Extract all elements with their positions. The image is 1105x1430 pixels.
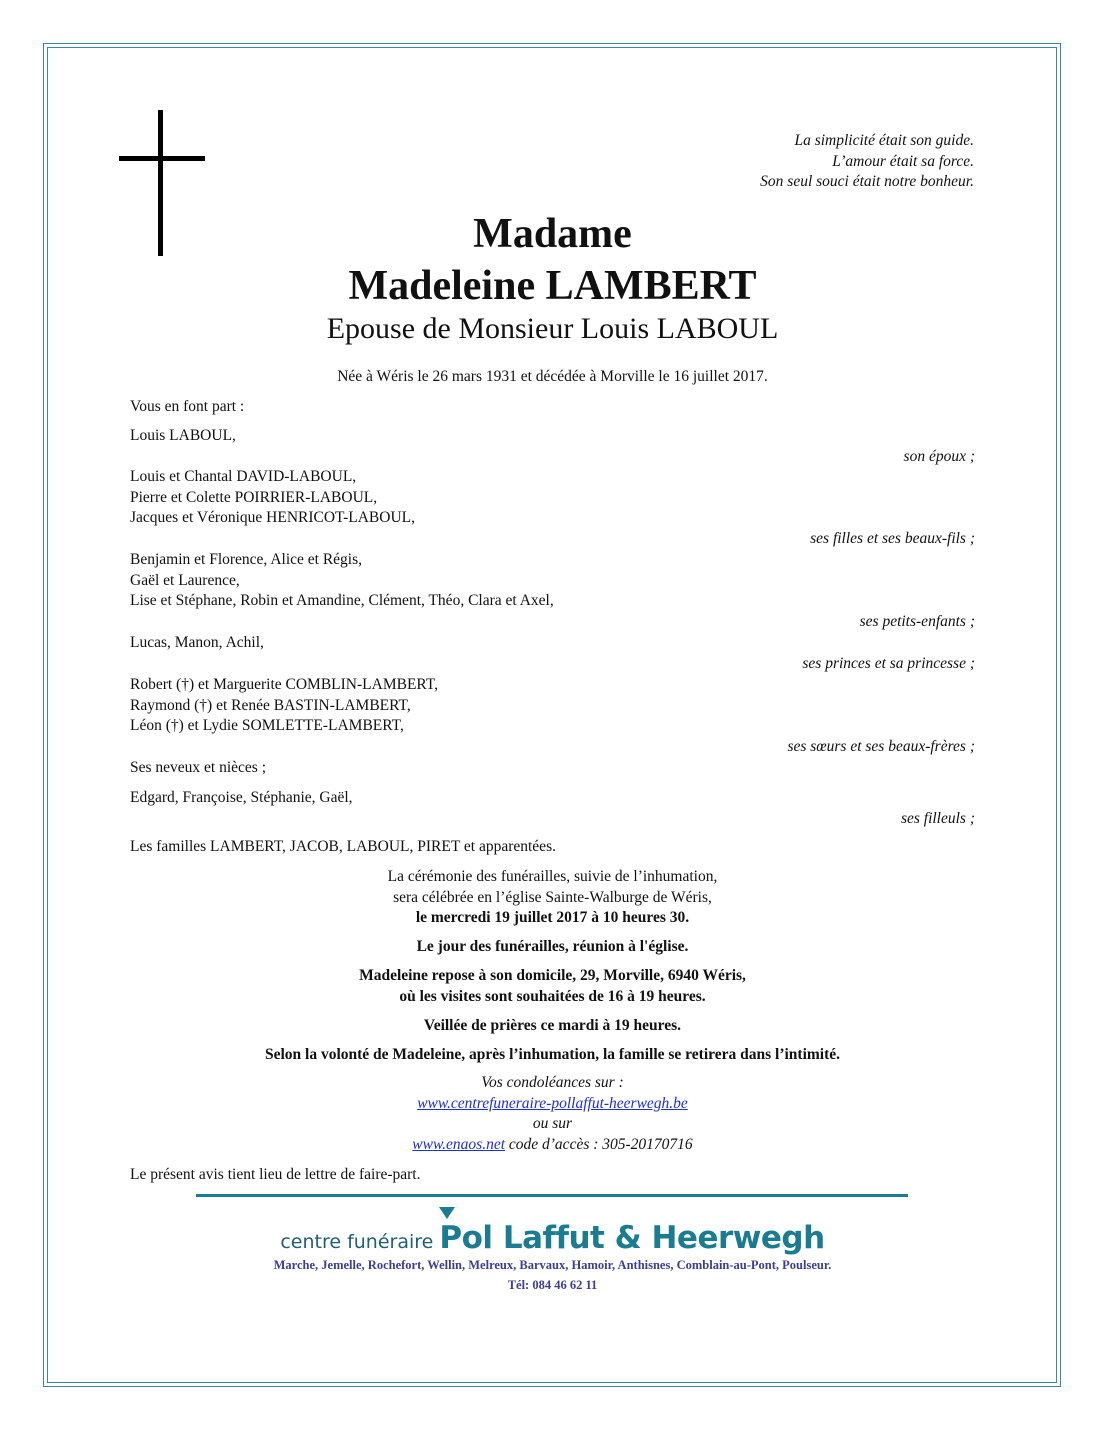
family-name-line: Benjamin et Florence, Alice et Régis, (130, 551, 363, 568)
nephews-line: Ses neveux et nièces ; (130, 759, 267, 776)
family-group-great-grandchildren (130, 633, 975, 674)
logo-locations: Marche, Jemelle, Rochefort, Wellin, Melreux, Barvaux, Hamoir, Anthisnes, Comblain-au-Pont, Poulseur. (273, 1258, 832, 1272)
condolences-link-funeral-home[interactable]: www.centrefuneraire-pollaffut-heerwegh.be (417, 1094, 688, 1112)
access-code: code d’accès : 305-20170716 (505, 1135, 693, 1153)
family-intro (130, 397, 975, 418)
funeral-home-logo (0, 1220, 1105, 1256)
condolences-intro: Vos condoléances sur : (481, 1074, 624, 1091)
ceremony-line: La cérémonie des funérailles, suivie de l’inhumation, (387, 868, 718, 885)
ceremony-line: sera célébrée en l’église Sainte-Walburge de Wéris, (393, 888, 712, 906)
birth-death-dates: Née à Wéris le 26 mars 1931 et décédée à Morville le 16 juillet 2017. (337, 368, 768, 385)
family-name-line: Louis et Chantal DAVID-LABOUL, (130, 468, 357, 485)
ceremony-date: le mercredi 19 juillet 2017 à 10 heures 30. (415, 909, 690, 927)
family-name-line: Louis LABOUL, (130, 427, 236, 444)
logo-triangle-icon (439, 1207, 455, 1219)
family-relation: ses filles et ses beaux-fils ; (810, 529, 975, 547)
family-group-godchildren (130, 788, 975, 829)
logo-prefix: centre funéraire (280, 1231, 440, 1253)
closing-line: Le présent avis tient lieu de lettre de faire-part. (130, 1166, 421, 1183)
family-name-line: Lise et Stéphane, Robin et Amandine, Clément, Théo, Clara et Axel, (130, 592, 554, 610)
family-group-siblings (130, 675, 975, 757)
logo-brand: Pol Laffut & Heerwegh (439, 1220, 825, 1256)
rest-line: Madeleine repose à son domicile, 29, Morville, 6940 Wéris, (359, 967, 746, 984)
family-name-line: Robert (†) et Marguerite COMBLIN-LAMBERT, (130, 676, 439, 693)
family-relation: ses princes et sa princesse ; (802, 654, 975, 672)
ceremony-block (0, 867, 1105, 929)
quote-line: La simplicité était son guide. (794, 132, 974, 149)
vigil-note: Veillée de prières ce mardi à 19 heures. (423, 1017, 682, 1034)
condolences-or: ou sur (532, 1115, 573, 1133)
family-wish: Selon la volonté de Madeleine, après l’inhumation, la famille se retirera dans l’intimité. (264, 1046, 841, 1063)
family-relation: ses filleuls ; (900, 809, 975, 827)
spouse-line: Epouse de Monsieur Louis LABOUL (326, 312, 779, 345)
family-nephews (130, 758, 975, 779)
intro-text: Vous en font part : (130, 398, 245, 415)
family-group-daughters (130, 467, 975, 549)
family-group-grandchildren (130, 550, 975, 632)
condolences-link-enaos[interactable]: www.enaos.net (412, 1135, 506, 1153)
logo-divider (196, 1194, 908, 1197)
condolences-block (0, 1073, 1105, 1155)
family-name-line: Pierre et Colette POIRRIER-LABOUL, (130, 488, 378, 506)
closing-note (130, 1165, 975, 1186)
rest-location (0, 966, 1105, 1007)
family-relation: ses petits-enfants ; (859, 612, 975, 630)
family-name-line: Raymond (†) et Renée BASTIN-LAMBERT, (130, 696, 411, 714)
family-extended (130, 837, 975, 858)
quote-line: L’amour était sa force. (832, 152, 974, 170)
rest-line: où les visites sont souhaitées de 16 à 19 heures. (399, 987, 706, 1005)
quote-line: Son seul souci était notre bonheur. (760, 173, 974, 190)
family-name-line: Lucas, Manon, Achil, (130, 634, 264, 651)
deceased-name: Madeleine LAMBERT (348, 263, 757, 309)
family-name-line: Léon (†) et Lydie SOMLETTE-LAMBERT, (130, 717, 404, 735)
epigraph-quote (760, 131, 974, 193)
families-line: Les familles LAMBERT, JACOB, LABOUL, PIRET et apparentées. (130, 838, 556, 855)
family-relation: ses sœurs et ses beaux-frères ; (787, 737, 975, 755)
family-relation: son époux ; (903, 448, 975, 466)
family-name-line: Edgard, Françoise, Stéphanie, Gaël, (130, 789, 353, 806)
meeting-note: Le jour des funérailles, réunion à l'église. (416, 938, 689, 955)
logo-phone: Tél: 084 46 62 11 (507, 1278, 598, 1292)
family-name-line: Jacques et Véronique HENRICOT-LABOUL, (130, 509, 415, 527)
family-name-line: Gaël et Laurence, (130, 571, 240, 589)
family-group-spouse (130, 426, 975, 468)
cross-icon-horizontal (119, 156, 205, 161)
deceased-title: Madame (473, 211, 632, 257)
